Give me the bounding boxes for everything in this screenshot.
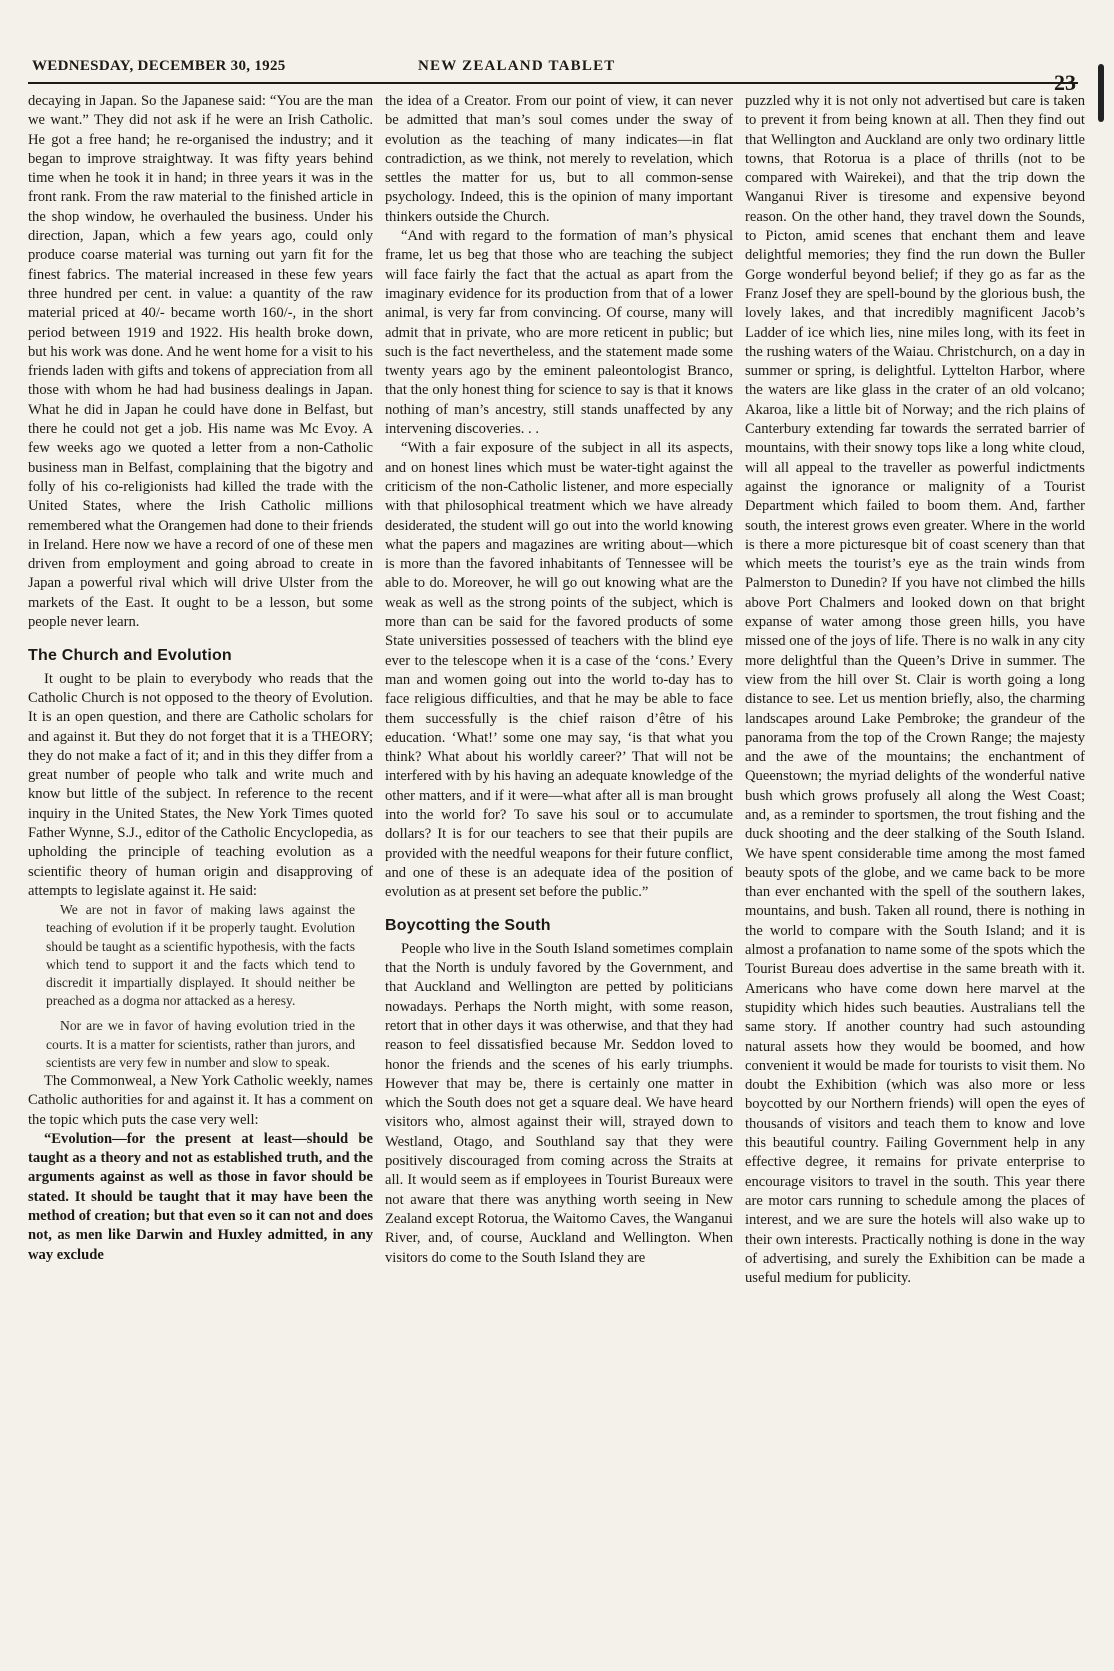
issue-date: WEDNESDAY, DECEMBER 30, 1925 — [32, 58, 286, 74]
heading-church-and-evolution: The Church and Evolution — [28, 647, 232, 665]
heading-boycotting-the-south: Boycotting the South — [385, 917, 551, 935]
column-3 — [745, 92, 1085, 1660]
publication-title: NEW ZEALAND TABLET — [418, 58, 616, 74]
paragraph-commonweal: The Commonweal, a New York Catholic weekly, names Catholic authorities for and against it. It has a comment on the topic which puts the case very well: — [28, 1073, 373, 1128]
masthead — [28, 56, 1078, 95]
page-edge-mark — [1098, 64, 1104, 122]
column-2 — [385, 92, 733, 1660]
quote-wynne-1: We are not in favor of making laws against the teaching of evolution if it be properly taught. Evolution should be taught as a scientific hypothesis, with the facts which tend to support it and the facts which tend to discredit it impartially displayed. It should neither be preached as a dogma nor attacked as a heresy. — [46, 902, 355, 1009]
page-number: 23 — [1054, 70, 1076, 95]
article-japan-continued: decaying in Japan. So the Japanese said: “You are the man we want.” They did not ask if he were an Irish Catholic. He got a free hand; he re-organised the industry; and it began to improve straightway. It was fifty years behind time when he took it in hand; in three years it was in the front rank. From the raw material to the finished article in the shop window, he overhauled the business. Under his direction, Japan, which a few years ago, could only produce coarse material was turning out yarn fit for the finest fabrics. The material increased in these few years three hundred per cent. in value: a quantity of the raw material priced at 40/- became worth 160/-, in the short period between 1919 and 1922. His health broke down, but his work was done. And he went home for a visit to his friends laden with gifts and tokens of appreciation from all those with whom he had had business dealings in Japan. What he did in Japan he could have done in Belfast, but there he could not get a job. His name was Mc Evoy. A few weeks ago we quoted a letter from a non-Catholic business man in Belfast, complaining that the bigotry and folly of his co-religionists had killed the trade with the United States, where the Irish Catholic millions remembered what the Orangemen had done to their friends in Ireland. Here now we have a record of one of these men driven from employment and going abroad to create in Japan a powerful rival which will drive Ulster from the markets of the East. It ought to be a lesson, but some people never learn. — [28, 93, 373, 631]
column-1 — [28, 92, 373, 1660]
paragraph-creator: the idea of a Creator. From our point of view, it can never be admitted that man’s soul comes under the sway of evolution as the teaching of many indicates—in flat contradiction, as we think, not merely to revelation, which settles the matter for us, but to all common-sense psychology. Indeed, this is the opinion of many important thinkers outside the Church. — [385, 93, 733, 225]
paragraph-physical-frame: “And with regard to the formation of man’s physical frame, let us beg that those who are teaching the subject will face fairly the fact that the actual as apart from the imaginary evidence for its production from that of a lower animal, is very far from convincing. Of course, many will admit that in private, who are more reticent in public; but such is the fact nevertheless, and the statement made some twenty years ago by the eminent paleontologist Branco, that the only honest thing for science to say is that it knows nothing of man’s ancestry, still stands unaffected by any intervening discoveries. . . — [385, 228, 733, 438]
paragraph-commonweal-quote: “Evolution—for the present at least—should be taught as a theory and not as established truth, and the arguments against as well as those in favor should be stated. It should be taught that it may have been the method of creation; but that even so it can not and does not, as men like Darwin and Huxley admitted, in any way exclude — [28, 1130, 373, 1263]
paragraph-fair-exposure: “With a fair exposure of the subject in all its aspects, and on honest lines which must be water-tight against the criticism of the non-Catholic listener, and more especially with that philosophical treatment which we have already desiderated, the student will go out into the world knowing what the papers and magazines are writing about—which is more than the favored inhabitants of Tennessee will be able to do. Moreover, he will go out knowing what are the weak as well as the strong points of the subject, which is more than can be said for the favored products of some State universities possessed of teachers with the blind eye ever to the telescope when it is a case of the ‘cons.’ Every man and women going out into the world to-day has to face religious difficulties, and that he may be able to face them successfully is the chief raison d’être of his education. ‘What!’ some one may say, ‘is that what you think? What about his worldly career?’ That will not be interfered with by his having an adequate knowledge of the other matters, and if it were—what after all is man brought into the world for? To save his soul or to accumulate dollars? It is for our teachers to see that their pupils are provided with the needful weapons for their future conflict, and one of these is an adequate idea of the position of evolution as at present set before the public.” — [385, 440, 733, 901]
paragraph-evolution-intro: It ought to be plain to everybody who reads that the Catholic Church is not opposed to the theory of Evolution. It is an open question, and there are Catholic scholars for and against it. But they do not forget that it is a THEORY; they do not make a fact of it; and in this they differ from a great number of people who talk and write much and know but little of the subject. In reference to the recent inquiry in the United States, the New York Times quoted Father Wynne, S.J., editor of the Catholic Encyclopedia, as upholding the principle of teaching evolution as a scientific theory of human origin and disapproving of attempts to legislate against it. He said: — [28, 670, 373, 899]
paragraph-south-island: People who live in the South Island sometimes complain that the North is unduly favored by the Government, and that Auckland and Wellington are petted by politicians nowadays. Perhaps the North might, with some reason, retort that in other days it was otherwise, and that they had reason to feel dissatisfied because Mr. Seddon loved to honor the friends and the scenes of his early triumphs. However that may be, there is certainly one matter in which the South does not get a square deal. We have heard visitors who, almost against their will, strayed down to Westland, Otago, and Southland say that they were positively discouraged from coming across the Straits at all. It would seem as if employees in Tourist Bureaux were not aware that there was anything worth seeing in New Zealand except Rotorua, the Waitomo Caves, the Wanganui River, and, of course, Auckland and Wellington. When visitors do come to the South Island they are — [385, 940, 733, 1266]
paragraph-tourism-south: puzzled why it is not only not advertised but care is taken to prevent it from being known at all. Then they find out that Wellington and Auckland are only two ordinary little towns, that Rotorua is a place of thrills (not to be compared with Wairekei), and that the trip down the Wanganui River is tiresome and expensive beyond reason. On the other hand, they travel down the Sounds, to Picton, amid scenes that enchant them and leave delightful memories; they find the run down the Buller Gorge wonderful beyond belief; if they go as far as the Franz Josef they are spell-bound by the glorious bush, the lovely lakes, and that incredibly magnificent Jacob’s Ladder of ice which lies, nine miles long, with its feet in the rushing waters of the Waiau. Christchurch, on a day in summer or spring, is delightful. Lyttelton Harbor, where the waters are like glass in the crater of an old volcano; Akaroa, like a little bit of Norway; and the rich plains of Canterbury extending far towards the serrated barrier of mountains, with their snowy tops like a long white cloud, will all appeal to the traveller as powerful indictments against the ignorance or malignity of a Tourist Department which failed to boom them. And, farther south, the interest grows even greater. Where in the world is there a more picturesque bit of coast scenery than that which meets the tourist’s eye as the train winds from Palmerston to Dunedin? If you have not climbed the hills above Port Chalmers and looked down on that bright expanse of water among those green hills, you have missed one of the joys of life. There is no walk in any city more delightful than the Queen’s Drive in summer. The view from the hill over St. Clair is worth going a long distance to see. Let us mention briefly, also, the charming landscapes around Lake Pembroke; the grandeur of the panorama from the top of the Crown Range; the majesty and the awe of the mountains; the enchantment of Queenstown; the myriad delights of the wonderful native bush which grows profusely all along the West Coast; and, as a reminder to sportsmen, the trout fishing and the duck shooting and the deer stalking of the South Island. We have spent considerable time among the most famed beauty spots of the globe, and we came back to be more than ever enchanted with the spell of the southern lakes, mountains, and bush. Taken all round, there is nothing in the world to compare with the South Island; and it is almost a profanation to name some of the spots which the Tourist Bureau does advertise in the same breath with it. Americans who have come down here marvel at the stupidity which hides such beauties. Australians tell the same story. If another country had such astounding natural assets how they would be boomed, and how convenient it would be made for tourists to visit them. No doubt the Exhibition (which was also more or less boycotted by our Northern friends) will open the eyes of thousands of visitors and teach them to know and love this beautiful country. Failing Government help in any effective degree, it remains for private enterprise to encourage visitors to travel in the south. This year there are motor cars running to schedule among the places of interest, and we are sure the hotels will also wake up to their own interests. Practically nothing is done in the way of advertising, and surely the Exhibition can be made a useful medium for publicity. — [745, 93, 1085, 1287]
quote-wynne-2: Nor are we in favor of having evolution tried in the courts. It is a matter for scientists, rather than jurors, and scientists are very few in number and slow to speak. — [46, 1018, 355, 1070]
